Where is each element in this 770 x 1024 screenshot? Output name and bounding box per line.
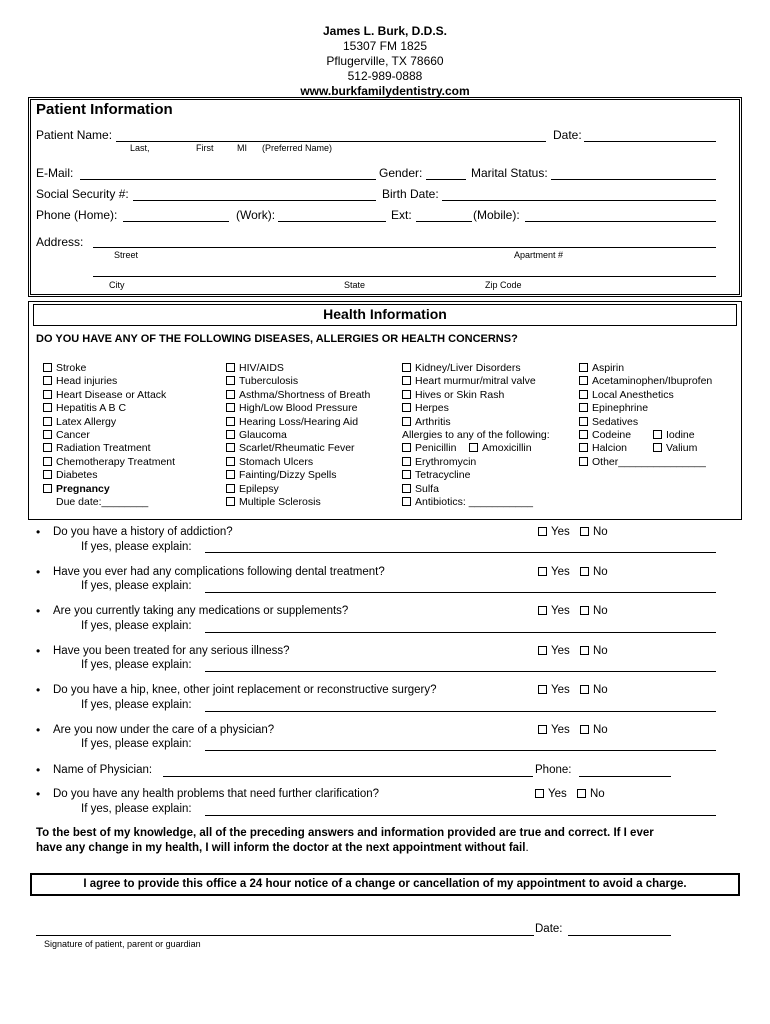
street-sub-label: Street — [114, 250, 139, 260]
yes-option[interactable] — [538, 645, 570, 657]
allergy-item-epinephrine[interactable] — [579, 402, 648, 415]
health-item-heart-murmur[interactable] — [402, 375, 536, 388]
attestation-period: . — [525, 842, 529, 854]
explain-field[interactable] — [205, 632, 716, 633]
attestation-line1: To the best of my knowledge, all of the preceding answers and information provided are true and correct. If I ever — [36, 827, 654, 839]
item-label: Valium — [666, 442, 698, 455]
address-city-field[interactable] — [93, 276, 716, 277]
explain-field[interactable] — [205, 552, 716, 553]
allergy-item-codeine[interactable] — [579, 429, 631, 442]
gender-label: Gender: — [379, 166, 423, 180]
health-item-multiple-sclerosis[interactable] — [226, 496, 321, 509]
item-label: Antibiotics: ___________ — [415, 496, 533, 508]
item-label: Amoxicillin — [482, 442, 532, 455]
health-item-latex-allergy[interactable] — [43, 416, 116, 429]
yes-option[interactable] — [538, 684, 570, 696]
checkbox-icon[interactable] — [43, 403, 52, 412]
checkbox-icon[interactable] — [43, 363, 52, 372]
checkbox-icon[interactable] — [535, 789, 544, 798]
health-item-pregnancy[interactable] — [43, 483, 110, 496]
item-label: Glaucoma — [239, 429, 287, 441]
checkbox-icon[interactable] — [538, 725, 547, 734]
health-concerns-question: DO YOU HAVE ANY OF THE FOLLOWING DISEASES, ALLERGIES OR HEALTH CONCERNS? — [36, 333, 518, 345]
question-health-problems: Do you have any health problems that need further clarification? — [53, 788, 380, 800]
ext-label: Ext: — [391, 208, 412, 222]
health-item-stomach-ulcers[interactable] — [226, 456, 313, 469]
bullet-icon: • — [36, 604, 41, 618]
question-physician-care: Are you now under the care of a physician? — [53, 724, 275, 736]
ssn-label: Social Security #: — [36, 187, 129, 201]
checkbox-icon[interactable] — [579, 390, 588, 399]
no-label: No — [593, 605, 608, 617]
health-item-blood-pressure[interactable] — [226, 402, 357, 415]
item-label: Epinephrine — [592, 402, 649, 415]
checkbox-icon[interactable] — [580, 527, 589, 536]
yes-option[interactable] — [538, 526, 570, 538]
yes-option[interactable] — [535, 788, 567, 800]
item-label: Kidney/Liver Disorders — [415, 362, 521, 374]
health-item-hiv[interactable] — [226, 362, 284, 375]
checkbox-icon[interactable] — [653, 443, 662, 452]
date-field[interactable] — [584, 141, 716, 142]
item-label: Cancer — [56, 429, 90, 441]
no-option[interactable] — [580, 566, 608, 578]
health-item-heart-disease[interactable] — [43, 389, 166, 402]
item-label: Erythromycin — [415, 455, 477, 468]
bullet-icon: • — [36, 787, 41, 801]
birth-date-label: Birth Date: — [382, 187, 439, 201]
item-label: HIV/AIDS — [239, 362, 284, 374]
item-label: Pregnancy — [56, 482, 110, 495]
no-label: No — [593, 684, 608, 696]
no-label: No — [593, 526, 608, 538]
health-item-hearing-loss[interactable] — [226, 416, 358, 429]
checkbox-icon[interactable] — [43, 484, 52, 493]
address-label: Address: — [36, 235, 84, 249]
allergy-item-tetracycline[interactable] — [402, 469, 470, 482]
checkbox-icon[interactable] — [579, 403, 588, 412]
checkbox-icon[interactable] — [226, 497, 235, 506]
patient-information-title: Patient Information — [36, 101, 173, 118]
item-label: Asthma/Shortness of Breath — [239, 388, 371, 401]
checkbox-icon[interactable] — [43, 417, 52, 426]
signature-field[interactable] — [36, 935, 534, 936]
explain-label: If yes, please explain: — [81, 620, 192, 632]
item-label: Stomach Ulcers — [239, 455, 314, 468]
checkbox-icon[interactable] — [538, 527, 547, 536]
checkbox-icon[interactable] — [226, 484, 235, 493]
item-label: Stroke — [56, 362, 87, 374]
phone-work-label: (Work): — [236, 208, 276, 222]
explain-field[interactable] — [205, 671, 716, 672]
question-complications: Have you ever had any complications following dental treatment? — [53, 566, 385, 578]
allergy-item-iodine[interactable] — [653, 429, 695, 442]
no-label: No — [590, 788, 605, 800]
checkbox-icon[interactable] — [402, 497, 411, 506]
checkbox-icon[interactable] — [579, 417, 588, 426]
health-item-cancer[interactable] — [43, 429, 90, 442]
patient-name-field[interactable] — [116, 141, 546, 142]
explain-label: If yes, please explain: — [81, 699, 192, 711]
checkbox-icon[interactable] — [579, 363, 588, 372]
marital-status-field[interactable] — [551, 179, 716, 180]
phone-home-field[interactable] — [123, 221, 229, 222]
phone-home-label: Phone (Home): — [36, 208, 118, 222]
item-label: Other_______________ — [592, 455, 706, 468]
health-item-chemotherapy[interactable] — [43, 456, 175, 469]
checkbox-icon[interactable] — [579, 376, 588, 385]
allergy-item-erythromycin[interactable] — [402, 456, 476, 469]
checkbox-icon[interactable] — [580, 606, 589, 615]
health-item-head-injuries[interactable] — [43, 375, 117, 388]
checkbox-icon[interactable] — [580, 646, 589, 655]
item-label: Halcion — [592, 442, 628, 455]
allergies-label: Allergies to any of the following: — [402, 429, 550, 441]
allergy-item-acetaminophen[interactable] — [579, 375, 712, 388]
practice-phone: 512-989-0888 — [347, 69, 423, 83]
item-label: Diabetes — [56, 469, 98, 482]
item-label: Iodine — [666, 429, 695, 441]
explain-label: If yes, please explain: — [81, 738, 192, 750]
no-option[interactable] — [577, 788, 605, 800]
ext-field[interactable] — [416, 221, 472, 222]
checkbox-icon[interactable] — [226, 417, 235, 426]
health-item-fainting[interactable] — [226, 469, 336, 482]
practice-address-line1: 15307 FM 1825 — [342, 39, 428, 53]
checkbox-icon[interactable] — [402, 403, 411, 412]
practice-header — [0, 24, 770, 99]
bullet-icon: • — [36, 683, 41, 697]
checkbox-icon[interactable] — [538, 567, 547, 576]
yes-option[interactable] — [538, 605, 570, 617]
allergy-item-antibiotics[interactable] — [402, 496, 533, 509]
physician-phone-field[interactable] — [579, 776, 671, 777]
checkbox-icon[interactable] — [402, 457, 411, 466]
health-item-hepatitis[interactable] — [43, 402, 126, 415]
checkbox-icon[interactable] — [402, 470, 411, 479]
checkbox-icon[interactable] — [226, 457, 235, 466]
no-option[interactable] — [580, 684, 608, 696]
health-item-diabetes[interactable] — [43, 469, 97, 482]
health-item-tuberculosis[interactable] — [226, 375, 298, 388]
checkbox-icon[interactable] — [538, 646, 547, 655]
item-label: Head injuries — [56, 375, 118, 388]
pregnancy-due-date[interactable]: Due date:________ — [56, 496, 149, 508]
checkbox-icon[interactable] — [538, 685, 547, 694]
city-sub-label: City — [109, 280, 125, 290]
yes-label: Yes — [551, 684, 570, 696]
health-item-scarlet-fever[interactable] — [226, 442, 355, 455]
yes-label: Yes — [551, 645, 570, 657]
checkbox-icon[interactable] — [469, 443, 478, 452]
date-label: Date: — [553, 128, 582, 142]
signature-date-field[interactable] — [568, 935, 671, 936]
explain-label: If yes, please explain: — [81, 659, 192, 671]
item-label: Codeine — [592, 429, 632, 441]
item-label: Tetracycline — [415, 469, 471, 482]
checkbox-icon[interactable] — [402, 443, 411, 452]
zip-sub-label: Zip Code — [485, 280, 522, 290]
item-label: Radiation Treatment — [56, 442, 151, 455]
yes-option[interactable] — [538, 724, 570, 736]
gender-field[interactable] — [426, 179, 466, 180]
allergy-item-amoxicillin[interactable] — [469, 442, 532, 455]
explain-field[interactable] — [205, 815, 716, 816]
question-addiction: Do you have a history of addiction? — [53, 526, 233, 538]
item-label: High/Low Blood Pressure — [239, 402, 358, 415]
checkbox-icon[interactable] — [226, 376, 235, 385]
bullet-icon: • — [36, 763, 41, 777]
sub-label-mi: MI — [237, 143, 247, 153]
health-item-epilepsy[interactable] — [226, 483, 279, 496]
item-label: Multiple Sclerosis — [239, 496, 321, 508]
patient-name-label: Patient Name: — [36, 128, 113, 142]
sub-label-preferred: (Preferred Name) — [262, 143, 333, 153]
item-label: Herpes — [415, 402, 449, 415]
allergy-item-sedatives[interactable] — [579, 416, 638, 429]
yes-label: Yes — [551, 605, 570, 617]
email-label: E-Mail: — [36, 166, 74, 180]
allergy-item-halcion[interactable] — [579, 442, 627, 455]
practice-address-line2: Pflugerville, TX 78660 — [326, 54, 444, 68]
no-label: No — [593, 645, 608, 657]
attestation-line2 — [36, 842, 529, 854]
explain-label: If yes, please explain: — [81, 803, 192, 815]
checkbox-icon[interactable] — [580, 685, 589, 694]
apartment-sub-label: Apartment # — [514, 250, 564, 260]
checkbox-icon[interactable] — [43, 457, 52, 466]
no-option[interactable] — [580, 605, 608, 617]
checkbox-icon[interactable] — [226, 390, 235, 399]
item-label: Scarlet/Rheumatic Fever — [239, 442, 355, 455]
checkbox-icon[interactable] — [538, 606, 547, 615]
checkbox-icon[interactable] — [43, 430, 52, 439]
email-field[interactable] — [80, 179, 376, 180]
state-sub-label: State — [344, 280, 366, 290]
yes-option[interactable] — [538, 566, 570, 578]
phone-work-field[interactable] — [278, 221, 386, 222]
item-label: Sedatives — [592, 415, 639, 428]
checkbox-icon[interactable] — [43, 443, 52, 452]
explain-field[interactable] — [205, 592, 716, 593]
marital-status-label: Marital Status: — [471, 166, 548, 180]
checkbox-icon[interactable] — [653, 430, 662, 439]
bullet-icon: • — [36, 565, 41, 579]
checkbox-icon[interactable] — [226, 363, 235, 372]
checkbox-icon[interactable] — [580, 725, 589, 734]
checkbox-icon[interactable] — [402, 417, 411, 426]
health-item-herpes[interactable] — [402, 402, 449, 415]
attestation-line2-text: have any change in my health, I will inform the doctor at the next appointment without fail — [36, 842, 526, 854]
explain-label: If yes, please explain: — [81, 580, 192, 592]
item-label: Fainting/Dizzy Spells — [239, 469, 337, 482]
physician-name-field[interactable] — [163, 776, 533, 777]
item-label: Arthritis — [415, 415, 451, 428]
item-label: Penicillin — [415, 442, 457, 455]
yes-label: Yes — [548, 788, 567, 800]
explain-field[interactable] — [205, 750, 716, 751]
question-joint-replacement: Do you have a hip, knee, other joint replacement or reconstructive surgery? — [53, 684, 437, 696]
no-option[interactable] — [580, 526, 608, 538]
health-item-kidney-liver[interactable] — [402, 362, 521, 375]
allergy-item-sulfa[interactable] — [402, 483, 439, 496]
allergy-item-aspirin[interactable] — [579, 362, 624, 375]
item-label: Hives or Skin Rash — [415, 388, 505, 401]
item-label: Hepatitis A B C — [56, 402, 127, 415]
health-item-radiation[interactable] — [43, 442, 151, 455]
no-label: No — [593, 724, 608, 736]
checkbox-icon[interactable] — [226, 470, 235, 479]
checkbox-icon[interactable] — [43, 390, 52, 399]
item-label: Hearing Loss/Hearing Aid — [239, 415, 359, 428]
cancellation-notice-text: I agree to provide this office a 24 hour notice of a change or cancellation of my appointment to avoid a charge. — [83, 878, 687, 890]
phone-mobile-label: (Mobile): — [473, 208, 520, 222]
sub-label-first: First — [196, 143, 214, 153]
health-item-asthma[interactable] — [226, 389, 370, 402]
checkbox-icon[interactable] — [226, 403, 235, 412]
allergy-item-local-anesthetics[interactable] — [579, 389, 674, 402]
checkbox-icon[interactable] — [579, 430, 588, 439]
item-label: Aspirin — [592, 362, 625, 374]
no-option[interactable] — [580, 645, 608, 657]
item-label: Latex Allergy — [56, 415, 117, 428]
phone-mobile-field[interactable] — [525, 221, 716, 222]
question-serious-illness: Have you been treated for any serious illness? — [53, 645, 290, 657]
physician-name-label: Name of Physician: — [53, 764, 153, 776]
health-item-arthritis[interactable] — [402, 416, 451, 429]
practice-website: www.burkfamilydentistry.com — [300, 84, 470, 98]
item-label: Local Anesthetics — [592, 388, 674, 401]
explain-field[interactable] — [205, 711, 716, 712]
item-label: Chemotherapy Treatment — [56, 455, 176, 468]
checkbox-icon[interactable] — [402, 484, 411, 493]
checkbox-icon[interactable] — [580, 567, 589, 576]
yes-label: Yes — [551, 724, 570, 736]
yes-label: Yes — [551, 566, 570, 578]
item-label: Tuberculosis — [239, 375, 299, 388]
checkbox-icon[interactable] — [577, 789, 586, 798]
allergy-item-other[interactable] — [579, 456, 706, 469]
birth-date-field[interactable] — [442, 200, 716, 201]
bullet-icon: • — [36, 525, 41, 539]
signature-date-label: Date: — [535, 923, 563, 935]
signature-label: Signature of patient, parent or guardian — [44, 939, 201, 949]
address-street-field[interactable] — [93, 247, 716, 248]
bullet-icon: • — [36, 644, 41, 658]
checkbox-icon[interactable] — [579, 457, 588, 466]
item-label: Epilepsy — [239, 482, 279, 495]
bullet-icon: • — [36, 723, 41, 737]
checkbox-icon[interactable] — [43, 376, 52, 385]
practice-name: James L. Burk, D.D.S. — [322, 24, 448, 38]
no-label: No — [593, 566, 608, 578]
allergy-item-valium[interactable] — [653, 442, 697, 455]
question-medications: Are you currently taking any medications or supplements? — [53, 605, 349, 617]
checkbox-icon[interactable] — [579, 443, 588, 452]
checkbox-icon[interactable] — [402, 390, 411, 399]
sub-label-last: Last, — [130, 143, 150, 153]
checkbox-icon[interactable] — [402, 376, 411, 385]
explain-label: If yes, please explain: — [81, 541, 192, 553]
health-item-stroke[interactable] — [43, 362, 86, 375]
item-label: Heart murmur/mitral valve — [415, 375, 536, 388]
physician-phone-label: Phone: — [535, 764, 572, 776]
allergy-item-penicillin[interactable] — [402, 442, 456, 455]
health-item-hives[interactable] — [402, 389, 504, 402]
checkbox-icon[interactable] — [43, 470, 52, 479]
checkbox-icon[interactable] — [402, 363, 411, 372]
checkbox-icon[interactable] — [226, 443, 235, 452]
checkbox-icon[interactable] — [226, 430, 235, 439]
health-item-glaucoma[interactable] — [226, 429, 287, 442]
item-label: Acetaminophen/Ibuprofen — [592, 375, 713, 388]
no-option[interactable] — [580, 724, 608, 736]
yes-label: Yes — [551, 526, 570, 538]
ssn-field[interactable] — [133, 200, 376, 201]
item-label: Sulfa — [415, 482, 439, 495]
item-label: Heart Disease or Attack — [56, 388, 167, 401]
health-information-title: Health Information — [323, 306, 447, 322]
